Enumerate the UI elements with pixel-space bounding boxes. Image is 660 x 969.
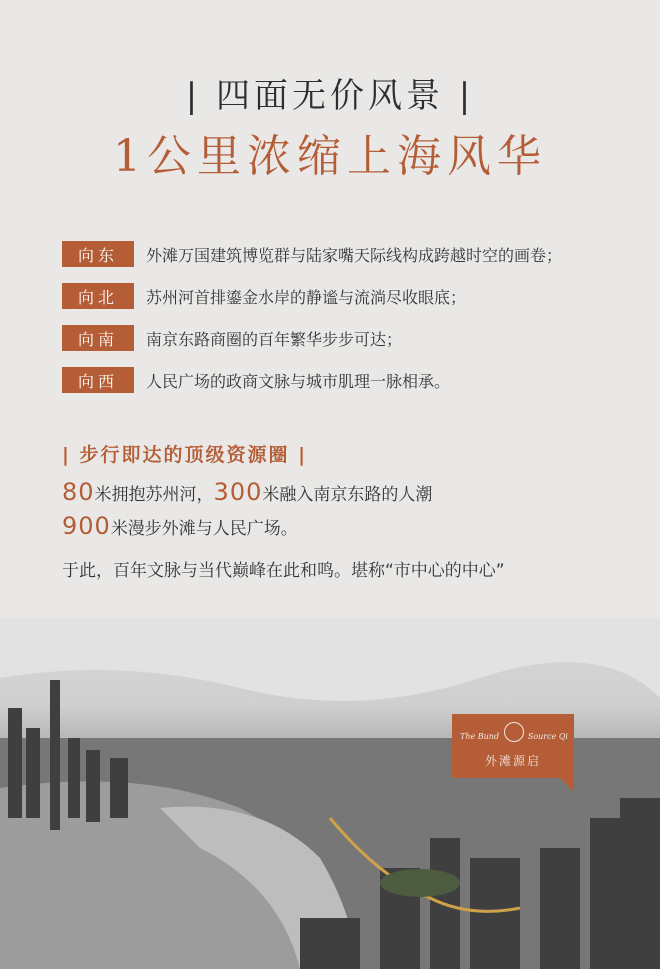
distance-number: 80 [62,478,95,506]
page-subtitle: 1公里浓缩上海风华 [113,131,547,182]
direction-tag: 向北 [62,283,134,309]
resources-title: | 步行即达的顶级资源圈 | [62,444,308,466]
resource-line-3: 于此，百年文脉与当代巅峰在此和鸣。堪称“市中心的中心” [62,561,505,581]
distance-text: 米拥抱苏州河， [94,485,214,505]
distance-number: 300 [213,478,263,506]
distance-number: 900 [62,512,111,540]
direction-text: 外滩万国建筑博览群与陆家嘴天际线构成跨越时空的画卷； [146,245,563,265]
city-aerial-photo [0,618,660,969]
direction-text: 南京东路商圈的百年繁华步步可达； [146,329,403,349]
page-title: | 四面无价风景 | [185,76,475,116]
direction-tag: 向南 [62,325,134,351]
badge-english-left: The Bund [460,732,500,741]
seal-icon [504,722,524,742]
distance-text: 米漫步外滩与人民广场。 [110,519,298,539]
direction-row-north [62,282,466,310]
direction-text: 人民广场的政商文脉与城市肌理一脉相承。 [146,371,451,391]
badge-english-right: Source Qi [527,732,568,741]
direction-row-south [62,324,402,352]
direction-tag: 向东 [62,241,134,267]
direction-text: 苏州河首排鎏金水岸的静谧与流淌尽收眼底； [146,287,467,307]
distance-text: 米融入南京东路的人潮 [262,485,433,505]
skyline-illustration [0,618,660,969]
direction-row-west [62,366,450,394]
resource-line-2 [62,512,298,540]
resource-line-1 [62,478,432,506]
direction-row-east [62,240,562,268]
badge-chinese: 外滩源启 [484,754,541,768]
brand-badge [452,714,574,778]
direction-tag: 向西 [62,367,134,393]
